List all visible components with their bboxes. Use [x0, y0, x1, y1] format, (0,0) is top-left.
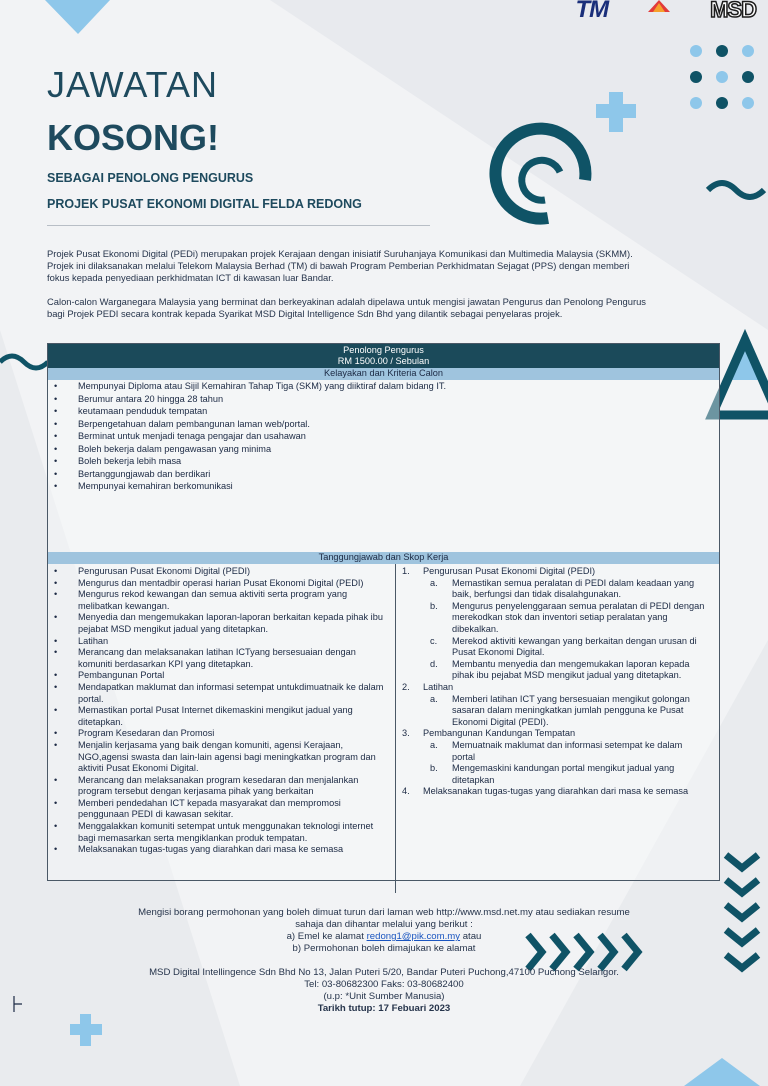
- sub-item-letter: d.: [430, 658, 438, 669]
- sub-item: [396, 578, 719, 601]
- intro-paragraph-2: Calon-calon Warganegara Malaysia yang berminat dan berkeyakinan adalah dipelawa untuk mengisi jawatan Pengurus dan Penolong Pengurus bagi Projek PEDI secara kontrak kepada Syarikat MSD Digital Intelligence Sdn Bhd yang dilantik sebagai penyelaras projek.: [47, 296, 646, 319]
- item-title: Melaksanakan tugas-tugas yang diarahkan dari masa ke semasa: [423, 786, 689, 797]
- sub-item-text: Mengurus penyelenggaraan semua peralatan di PEDI dengan merekodkan stok dan inventori setiap peralatan yang dibekalkan.: [452, 600, 705, 634]
- responsibilities-right-column: [396, 564, 719, 893]
- mcmc-logo: [636, 0, 682, 22]
- list-item: • Boleh bekerja dalam pengawasan yang minima: [78, 443, 719, 456]
- item-number: 2.: [402, 681, 410, 692]
- responsibilities-section: [48, 564, 719, 893]
- subtitle-position: SEBAGAI PENOLONG PENGURUS: [47, 171, 254, 185]
- application-instructions: [0, 907, 768, 955]
- sub-item: [396, 601, 719, 636]
- qualifications-section: [48, 380, 719, 552]
- list-item: • Mempunyai Diploma atau Sijil Kemahiran Tahap Tiga (SKM) yang diiktiraf dalam bidang IT.: [78, 380, 719, 393]
- qualifications-header: Kelayakan dan Kriteria Calon: [48, 368, 719, 380]
- attention: (u.p: *Unit Sumber Manusia): [323, 991, 445, 1002]
- item-title: Latihan: [423, 681, 454, 692]
- subtitle-project: PROJEK PUSAT EKONOMI DIGITAL FELDA REDONG: [47, 197, 362, 211]
- heading-line-1: JAWATAN: [47, 64, 218, 105]
- job-details-table: [47, 343, 720, 881]
- sub-item-letter: b.: [430, 763, 438, 774]
- position-salary: RM 1500.00 / Sebulan: [337, 356, 430, 366]
- item-number: 1.: [402, 566, 410, 576]
- responsibilities-header: Tanggungjawab dan Skop Kerja: [48, 552, 719, 564]
- list-item: • Berpengetahuan dalam pembangunan laman web/portal.: [78, 418, 719, 431]
- sub-item-text: Memastikan semua peralatan di PEDI dalam keadaan yang baik, berfungsi dan tidak disalahgunakan.: [452, 577, 695, 600]
- sub-item: [396, 763, 719, 786]
- sub-item: [396, 740, 719, 763]
- email-link[interactable]: redong1@pik.com.my: [366, 931, 461, 942]
- dot-grid-icon: [690, 45, 754, 109]
- list-item: • Latihan: [78, 636, 395, 648]
- list-item: • Merancang dan melaksanakan latihan ICTyang bersesuaian dengan komuniti berdasarkan KPI yang ditetapkan.: [78, 647, 395, 670]
- responsibilities-list: [48, 566, 395, 856]
- option-a-prefix: a) Emel ke alamat: [286, 931, 364, 942]
- sub-item: [396, 636, 719, 659]
- option-a: [0, 931, 768, 943]
- numbered-item: [396, 682, 719, 694]
- mcmc-emblem-icon: [636, 0, 682, 22]
- item-number: 4.: [402, 786, 410, 797]
- list-item: • keutamaan penduduk tempatan: [78, 405, 719, 418]
- responsibilities-left-column: [48, 564, 396, 893]
- sub-item-letter: a.: [430, 693, 438, 704]
- phone-fax: Tel: 03-80682300 Faks: 03-80682400: [304, 979, 464, 990]
- address: MSD Digital Intellingence Sdn Bhd No 13, Jalan Puteri 5/20, Bandar Puteri Puchong,47100 Puchong Selangor.: [149, 967, 619, 978]
- list-item: • Merancang dan melaksanakan program kesedaran dan menjalankan program tersebut dengan kerjasama pihak yang berkaitan: [78, 775, 395, 798]
- list-item: • Bertanggungjawab dan berdikari: [78, 468, 719, 481]
- list-item: • Melaksanakan tugas-tugas yang diarahkan dari masa ke semasa: [78, 844, 395, 856]
- list-item: • Mempunyai kemahiran berkomunikasi: [78, 480, 719, 493]
- sub-item-letter: c.: [430, 635, 438, 646]
- heading-line-2: KOSONG!: [47, 117, 220, 158]
- sub-item-text: Memuatnaik maklumat dan informasi setempat ke dalam portal: [452, 739, 683, 762]
- position-title: Penolong Pengurus: [343, 345, 424, 355]
- item-title: Pembangunan Kandungan Tempatan: [423, 728, 576, 739]
- msd-logo: MSD: [710, 0, 756, 22]
- apply-line-2: sahaja dan dihantar melalui yang berikut :: [295, 919, 473, 930]
- option-b: b) Permohonan boleh dimajukan ke alamat: [292, 943, 476, 954]
- intro-paragraph-1: Projek Pusat Ekonomi Digital (PEDi) merupakan projek Kerajaan dengan inisiatif Suruhanjaya Komunikasi dan Multimedia Malaysia (SKMM). Projek ini dilaksanakan melalui Telekom Malaysia Berhad (TM) di bawah Program Pemberian Perkhidmatan Sejagat (PPS) dengan memberi fokus kepada penyediaan perkhidmatan ICT di kawasan luar Bandar.: [47, 248, 633, 283]
- divider: [47, 225, 430, 226]
- list-item: • Mendapatkan maklumat dan informasi setempat untukdimuatnaik ke dalam portal.: [78, 682, 395, 705]
- item-title: Pengurusan Pusat Ekonomi Digital (PEDI): [423, 566, 596, 576]
- list-item: • Berumur antara 20 hingga 28 tahun: [78, 393, 719, 406]
- list-item: • Memberi pendedahan ICT kepada masyarakat dan mempromosi penggunaan PEDI di kawasan sekitar.: [78, 798, 395, 821]
- sub-item-text: Mengemaskini kandungan portal mengikut jadual yang ditetapkan: [452, 763, 675, 785]
- tm-logo: TM: [575, 0, 609, 23]
- list-item: • Menjalin kerjasama yang baik dengan komuniti, agensi Kerajaan, NGO,agensi swasta dan lain-lain agensi bagi meningkatkan program dan aktiviti Pusat Ekonomi Digital.: [78, 740, 395, 775]
- list-item: • Mengurus dan mentadbir operasi harian Pusat Ekonomi Digital (PEDI): [78, 578, 395, 590]
- sub-item-letter: b.: [430, 600, 438, 611]
- numbered-item: [396, 728, 719, 740]
- position-header: [48, 344, 719, 368]
- sub-item-text: Membantu menyedia dan mengemukakan laporan kepada pihak ibu pejabat MSD mengikut jadual yang ditetapkan.: [452, 658, 690, 681]
- triangle-top-left-icon: [45, 0, 110, 34]
- numbered-item: [396, 566, 719, 578]
- option-a-suffix: atau: [462, 931, 482, 942]
- partner-logos: [575, 0, 756, 22]
- numbered-item: [396, 786, 719, 798]
- sub-item: [396, 659, 719, 682]
- contact-block: [0, 967, 768, 1015]
- list-item: • Memastikan portal Pusat Internet dikemaskini mengikut jadual yang ditetapkan.: [78, 705, 395, 728]
- list-item: • Pembangunan Portal: [78, 670, 395, 682]
- list-item: • Pengurusan Pusat Ekonomi Digital (PEDI): [78, 566, 395, 578]
- sub-item-text: Memberi latihan ICT yang bersesuaian mengikut golongan sasaran dalam meningkatkan jumlah pengguna ke Pusat Ekonomi Digital (PEDI).: [452, 693, 690, 727]
- sub-item-letter: a.: [430, 739, 438, 750]
- sub-item-letter: a.: [430, 577, 438, 588]
- item-number: 3.: [402, 728, 410, 739]
- closing-date: Tarikh tutup: 17 Febuari 2023: [317, 1003, 451, 1014]
- list-item: • Berminat untuk menjadi tenaga pengajar dan usahawan: [78, 430, 719, 443]
- sub-item-text: Merekod aktiviti kewangan yang berkaitan dengan urusan di Pusat Ekonomi Digital.: [452, 635, 697, 658]
- list-item: • Mengurus rekod kewangan dan semua aktiviti serta program yang melibatkan kewangan.: [78, 589, 395, 612]
- list-item: • Menyedia dan mengemukakan laporan-laporan berkaitan kepada pihak ibu pejabat MSD mengikut jadual yang ditetapkan.: [78, 612, 395, 635]
- sub-item: [396, 694, 719, 729]
- apply-line-1: Mengisi borang permohonan yang boleh dimuat turun dari laman web http://www.msd.net.my atau sediakan resume: [138, 907, 630, 918]
- qualifications-list: [48, 380, 719, 493]
- list-item: • Program Kesedaran dan Promosi: [78, 728, 395, 740]
- list-item: • Menggalakkan komuniti setempat untuk menggunakan teknologi internet bagi memasarkan serta mengiklankan produk tempatan.: [78, 821, 395, 844]
- list-item: • Boleh bekerja lebih masa: [78, 455, 719, 468]
